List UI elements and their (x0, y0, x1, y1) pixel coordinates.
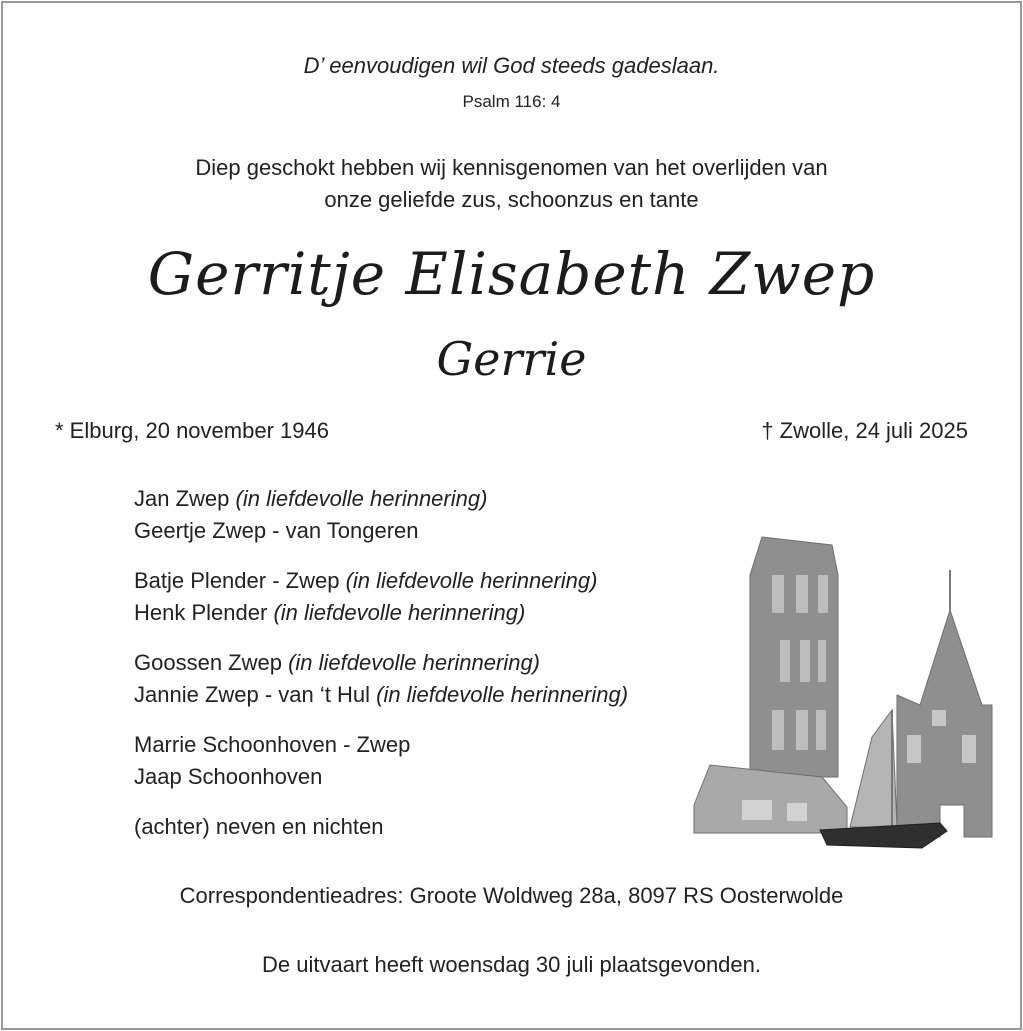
family-member-name: (achter) neven en nichten (134, 814, 384, 839)
family-group (134, 565, 628, 629)
family-member-name: Geertje Zwep - van Tongeren (134, 518, 419, 543)
elburg-townscape-illustration (692, 515, 998, 855)
family-member-name: Henk Plender (134, 600, 268, 625)
family-group (134, 483, 628, 547)
funeral-notice: De uitvaart heeft woensdag 30 juli plaatsgevonden. (261, 952, 761, 977)
family-member-line (134, 647, 628, 679)
family-member-line (134, 811, 628, 843)
intro-line-1: Diep geschokt hebben wij kennisgenomen van het overlijden van (195, 155, 828, 180)
family-member-name: Batje Plender - Zwep (134, 568, 340, 593)
family-group (134, 729, 628, 793)
family-member-name: Goossen Zwep (134, 650, 282, 675)
bible-quote: D’ eenvoudigen wil God steeds gadeslaan. (303, 53, 720, 78)
ship-sail (850, 710, 897, 827)
family-member-line (134, 761, 628, 793)
correspondence-address: Correspondentieadres: Groote Woldweg 28a, 8097 RS Oosterwolde (179, 883, 844, 908)
family-list (134, 483, 628, 861)
family-member-line (134, 597, 628, 629)
bible-reference: Psalm 116: 4 (462, 92, 561, 111)
memorial-note: (in liefdevolle herinnering) (376, 682, 629, 707)
family-group (134, 647, 628, 711)
family-member-name: Jannie Zwep - van ‘t Hul (134, 682, 370, 707)
family-member-name: Jan Zwep (134, 486, 230, 511)
memorial-note: (in liefdevolle herinnering) (273, 600, 526, 625)
family-member-line (134, 515, 628, 547)
memorial-note: (in liefdevolle herinnering) (345, 568, 598, 593)
family-member-line (134, 729, 628, 761)
memorial-note: (in liefdevolle herinnering) (235, 486, 488, 511)
family-group (134, 811, 628, 843)
death-date: † Zwolle, 24 juli 2025 (761, 418, 968, 443)
family-member-name: Jaap Schoonhoven (134, 764, 323, 789)
family-member-line (134, 565, 628, 597)
deceased-nickname: Gerrie (436, 332, 587, 386)
family-member-name: Marrie Schoonhoven - Zwep (134, 732, 411, 757)
family-member-line (134, 679, 628, 711)
memorial-note: (in liefdevolle herinnering) (288, 650, 541, 675)
deceased-full-name: Gerritje Elisabeth Zwep (147, 240, 876, 308)
intro-text (0, 152, 1023, 216)
family-member-line (134, 483, 628, 515)
birth-date: * Elburg, 20 november 1946 (55, 418, 329, 443)
intro-line-2: onze geliefde zus, schoonzus en tante (324, 187, 699, 212)
